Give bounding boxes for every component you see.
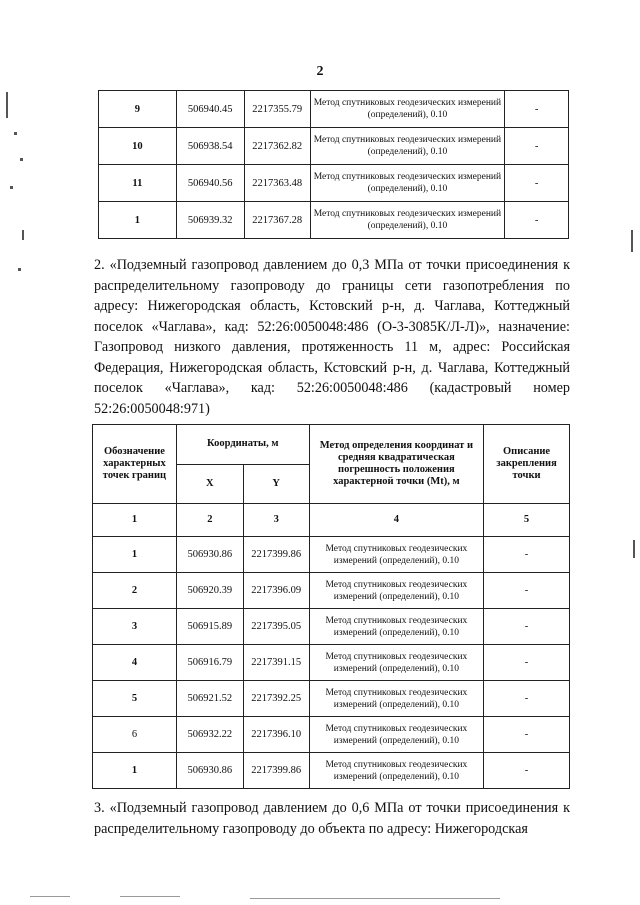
coord-x: 506915.89	[176, 609, 243, 645]
description-cell: -	[505, 202, 569, 239]
table-row	[93, 645, 570, 681]
header-x: X	[176, 464, 243, 504]
description-cell: -	[505, 165, 569, 202]
header-point: Обозначение характерных точек границ	[93, 425, 177, 504]
description-cell: -	[484, 573, 570, 609]
coord-y: 2217392.25	[243, 681, 309, 717]
coord-x: 506920.39	[176, 573, 243, 609]
coord-y: 2217363.48	[244, 165, 310, 202]
scan-mark	[10, 186, 13, 189]
scan-mark	[18, 268, 21, 271]
coord-x: 506938.54	[176, 128, 244, 165]
scan-mark	[20, 158, 23, 161]
coord-x: 506939.32	[176, 202, 244, 239]
coord-y: 2217396.09	[243, 573, 309, 609]
table-row	[93, 717, 570, 753]
method-cell: Метод спутниковых геодезических измерений (определений), 0.10	[310, 128, 505, 165]
coord-x: 506930.86	[176, 537, 243, 573]
table-row	[93, 573, 570, 609]
table-row	[99, 165, 569, 202]
point-id: 5	[93, 681, 177, 717]
coordinates-table	[92, 424, 570, 789]
coord-y: 2217355.79	[244, 91, 310, 128]
coordinates-table-continued	[98, 90, 569, 239]
description-cell: -	[484, 717, 570, 753]
table-row	[99, 91, 569, 128]
coord-y: 2217362.82	[244, 128, 310, 165]
header-y: Y	[243, 464, 309, 504]
point-id: 1	[99, 202, 177, 239]
coord-y: 2217396.10	[243, 717, 309, 753]
table-row	[99, 128, 569, 165]
coord-x: 506932.22	[176, 717, 243, 753]
scan-mark	[22, 230, 24, 240]
coord-x: 506940.45	[176, 91, 244, 128]
table-row	[93, 681, 570, 717]
method-cell: Метод спутниковых геодезических измерений (определений), 0.10	[309, 753, 483, 789]
description-cell: -	[484, 753, 570, 789]
column-number: 4	[309, 504, 483, 537]
point-id: 1	[93, 537, 177, 573]
point-id: 2	[93, 573, 177, 609]
description-cell: -	[505, 128, 569, 165]
scan-mark	[250, 898, 500, 899]
method-cell: Метод спутниковых геодезических измерений (определений), 0.10	[309, 645, 483, 681]
coord-x: 506916.79	[176, 645, 243, 681]
point-id: 11	[99, 165, 177, 202]
description-cell: -	[484, 645, 570, 681]
scan-mark	[14, 132, 17, 135]
coord-y: 2217399.86	[243, 537, 309, 573]
description-cell: -	[505, 91, 569, 128]
page-number: 2	[316, 64, 324, 79]
method-cell: Метод спутниковых геодезических измерений (определений), 0.10	[310, 202, 505, 239]
column-number: 3	[243, 504, 309, 537]
coord-y: 2217367.28	[244, 202, 310, 239]
method-cell: Метод спутниковых геодезических измерений (определений), 0.10	[309, 609, 483, 645]
scan-mark	[30, 896, 70, 897]
header-coordinates: Координаты, м	[176, 425, 309, 465]
method-cell: Метод спутниковых геодезических измерений (определений), 0.10	[310, 165, 505, 202]
table-row	[99, 202, 569, 239]
method-cell: Метод спутниковых геодезических измерений (определений), 0.10	[310, 91, 505, 128]
description-cell: -	[484, 681, 570, 717]
point-id: 9	[99, 91, 177, 128]
column-number: 5	[484, 504, 570, 537]
table-row	[93, 537, 570, 573]
point-id: 4	[93, 645, 177, 681]
scan-mark	[6, 92, 8, 118]
coord-x: 506921.52	[176, 681, 243, 717]
description-cell: -	[484, 537, 570, 573]
method-cell: Метод спутниковых геодезических измерений (определений), 0.10	[309, 681, 483, 717]
paragraph-3: 3. «Подземный газопровод давлением до 0,6 МПа от точки присоединения к распределительному газопроводу до объекта по адресу: Нижегородская	[94, 800, 570, 837]
method-cell: Метод спутниковых геодезических измерений (определений), 0.10	[309, 537, 483, 573]
paragraph-2: 2. «Подземный газопровод давлением до 0,3 МПа от точки присоединения к распределительному газопроводу до границы сети газопотребления по адресу: Нижегородская область, Кстовский р-н, д. Чаглава, Коттеджный поселок «Чаглава», кад: 52:26:0050048:486 (О-3-3085К/Л-Л)», назначение: Газопровод низкого давления, протяженность 11 м, адрес: Российская Федерация, Нижегородская область, Кстовский р-н, д. Чаглава, Коттеджный поселок «Чаглава», кад: 52:26:0050048:486 (кадастровый номер 52:26:0050048:971)	[94, 257, 570, 417]
column-number: 1	[93, 504, 177, 537]
table-row	[93, 609, 570, 645]
point-id: 6	[93, 717, 177, 753]
method-cell: Метод спутниковых геодезических измерений (определений), 0.10	[309, 717, 483, 753]
point-id: 10	[99, 128, 177, 165]
table-row	[93, 753, 570, 789]
scan-mark	[631, 230, 633, 252]
description-cell: -	[484, 609, 570, 645]
coord-x: 506940.56	[176, 165, 244, 202]
coord-y: 2217399.86	[243, 753, 309, 789]
coord-x: 506930.86	[176, 753, 243, 789]
scan-mark	[120, 896, 180, 897]
header-method: Метод определения координат и средняя квадратическая погрешность положения характерной точки (Mt), м	[309, 425, 483, 504]
header-description: Описание закрепления точки	[484, 425, 570, 504]
column-number: 2	[176, 504, 243, 537]
point-id: 3	[93, 609, 177, 645]
coord-y: 2217391.15	[243, 645, 309, 681]
scan-mark	[633, 540, 635, 558]
coord-y: 2217395.05	[243, 609, 309, 645]
method-cell: Метод спутниковых геодезических измерений (определений), 0.10	[309, 573, 483, 609]
point-id: 1	[93, 753, 177, 789]
